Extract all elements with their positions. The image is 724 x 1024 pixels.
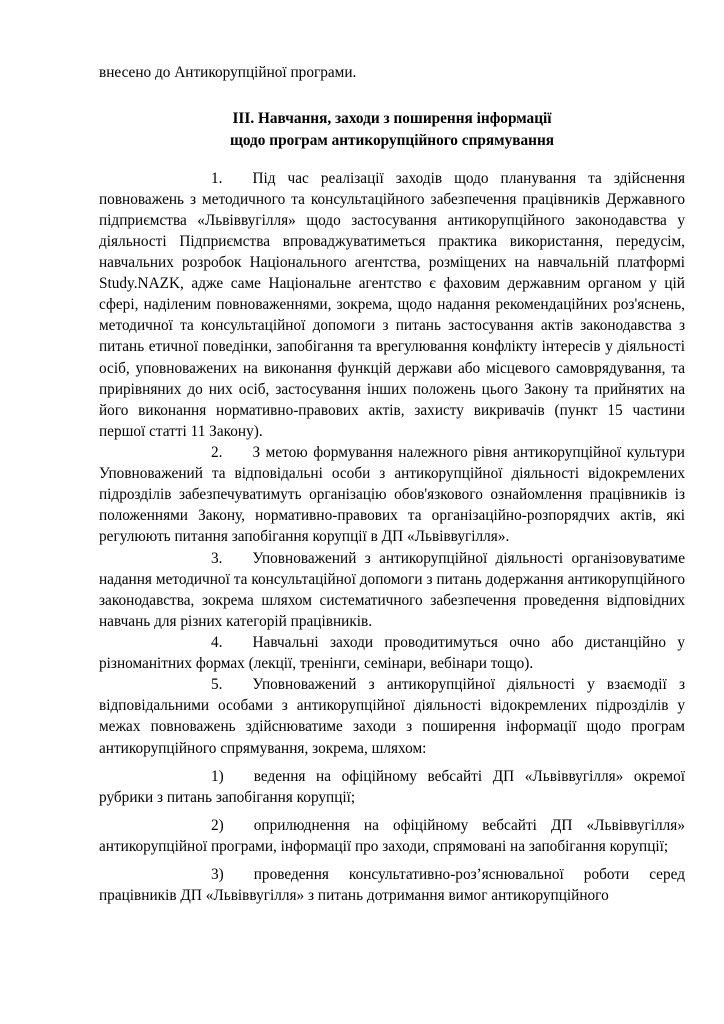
sub-item-number: 2) (211, 816, 224, 834)
sub-item-text: оприлюднення на офіційному вебсайті ДП «Львіввугілля» антикорупційної програми, інформації про заходи, спрямовані на запобігання корупції; (99, 816, 685, 855)
paragraph-number: 5. (211, 676, 223, 694)
sub-item-number: 1) (211, 767, 224, 785)
paragraph-number: 4. (211, 633, 223, 651)
paragraph-spacer (99, 808, 685, 815)
paragraph-spacer (99, 759, 685, 766)
paragraph-spacer (99, 857, 685, 864)
paragraph-text: З метою формування належного рівня антикорупційної культури Уповноважений та відповідальні особи з антикорупційної діяльності відокремлених підрозділів забезпечуватимуть організацію обов'язкового ознайомлення працівників із положеннями Закону, нормативно-правових та організаційно-розпорядчих актів, які регулюють питання запобігання корупції в ДП «Львіввугілля». (99, 443, 685, 546)
paragraph-continuation: внесено до Антикорупційної програми. (99, 64, 357, 81)
paragraph-text: Уповноважений з антикорупційної діяльності у взаємодії з відповідальними особами з антикорупційної діяльності відокремлених підрозділів у межах повноважень здійснюватиме заходи з поширення інформації щодо програм антикорупційного спрямування, зокрема, шляхом: (99, 676, 685, 757)
section-heading-line-2: щодо програм антикорупційного спрямування (229, 131, 555, 149)
numbered-paragraph (99, 674, 685, 758)
sub-item-text: ведення на офіційному вебсайті ДП «Львіввугілля» окремої рубрики з питань запобігання корупції; (99, 767, 685, 806)
paragraph-number: 3. (211, 549, 223, 567)
numbered-paragraph (99, 632, 685, 674)
paragraph-number: 1. (211, 169, 223, 187)
section-heading-line-1: III. Навчання, заходи з поширення інформації (232, 110, 552, 128)
numbered-paragraph (99, 442, 685, 548)
sub-item-text: проведення консультативно-роз’яснювальної роботи серед працівників ДП «Львіввугілля» з питань дотримання вимог антикорупційного (99, 866, 685, 905)
document-body (99, 62, 685, 906)
paragraph-text: Навчальні заходи проводитимуться очно або дистанційно у різноманітних формах (лекції, тренінги, семінари, вебінари тощо). (99, 633, 685, 673)
sub-item-number: 3) (211, 866, 224, 884)
sub-item (99, 815, 685, 857)
numbered-paragraph (99, 168, 685, 442)
paragraph-text: Під час реалізації заходів щодо планування та здійснення повноважень з методичного та консультаційного забезпечення працівників Державного підприємства «Львіввугілля» щодо застосування антикорупційного законодавства у діяльності Підприємства впроваджуватиметься практика використання, передусім, навчальних розробок Національного агентства, розміщених на навчальній платформі Study.NAZK, адже саме Національне агентство є фаховим державним органом у цій сфері, наділеним повноваженнями, зокрема, щодо надання рекомендаційних роз'яснень, методичної та консультаційної допомоги з питань застосування актів законодавства з питань етичної поведінки, запобігання та врегулювання конфлікту інтересів у діяльності осіб, уповноважених на виконання функцій держави або місцевого самоврядування, та прирівняних до них осіб, застосування інших положень цього Закону та прийнятих на його виконання нормативно-правових актів, захисту викривачів (пункт 15 частини першої статті 11 Закону). (99, 169, 685, 440)
sub-item (99, 766, 685, 808)
paragraph-text: Уповноважений з антикорупційної діяльності організовуватиме надання методичної та консультаційної допомоги з питань додержання антикорупційного законодавства, зокрема шляхом систематичного забезпечення проведення відповідних навчань для різних категорій працівників. (99, 549, 685, 630)
sub-item (99, 864, 685, 906)
numbered-paragraph (99, 548, 685, 632)
section-heading (99, 108, 685, 151)
paragraph-number: 2. (211, 443, 223, 461)
